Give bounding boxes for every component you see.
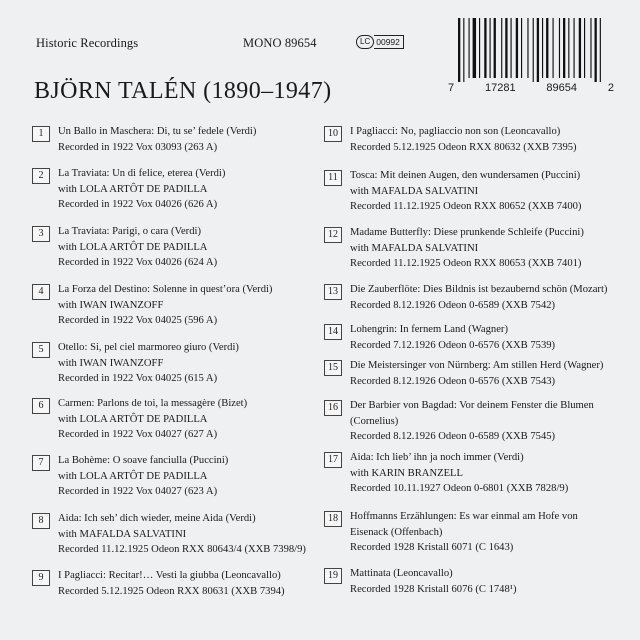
barcode-bar: [537, 18, 539, 82]
track-number: 12: [324, 227, 342, 243]
barcode-digit-group: 17281: [484, 82, 516, 94]
track-line: Recorded 8.12.1926 Odeon 0-6589 (XXB 7545): [350, 431, 556, 443]
barcode-bar: [527, 18, 528, 78]
barcode-bar: [533, 18, 534, 82]
track-number: 10: [324, 126, 342, 142]
label-code-number: 00992: [374, 35, 404, 49]
track-line: Recorded 8.12.1926 Odeon 0-6589 (XXB 7542): [350, 299, 556, 311]
track-line: with IWAN IWANZOFF: [58, 299, 164, 311]
track-item: [324, 566, 624, 597]
track-number: 8: [32, 513, 50, 529]
track-details: [58, 166, 225, 213]
track-details: [58, 511, 306, 558]
track-line: I Pagliacci: Recitar!… Vesti la giubba (Leoncavallo): [58, 570, 281, 581]
barcode-bar: [516, 18, 518, 78]
track-item: [324, 358, 624, 389]
track-line: Recorded in 1922 Vox 04025 (615 A): [58, 373, 218, 385]
track-item: [32, 568, 332, 599]
track-number: 13: [324, 284, 342, 300]
track-line: with KARIN BRANZELL: [350, 467, 463, 479]
barcode-bar: [490, 18, 491, 78]
track-item: [324, 322, 624, 353]
barcode-bar: [574, 18, 575, 78]
barcode-bar: [521, 18, 522, 78]
track-number: 16: [324, 400, 342, 416]
track-line: Recorded in 1922 Vox 04026 (626 A): [58, 199, 218, 211]
track-line: La Traviata: Parigi, o cara (Verdi): [58, 226, 201, 237]
track-details: [350, 509, 578, 556]
track-number: 1: [32, 126, 50, 142]
track-line: with MAFALDA SALVATINI: [58, 528, 187, 540]
track-details: [350, 124, 577, 155]
track-line: with LOLA ARTÔT DE PADILLA: [58, 470, 208, 482]
barcode-bar: [479, 18, 480, 78]
barcode-bar: [511, 18, 512, 78]
track-line: Recorded in 1922 Vox 04027 (623 A): [58, 486, 218, 498]
track-item: [324, 282, 624, 313]
barcode-bar: [563, 18, 565, 78]
track-line: Die Meistersinger von Nürnberg: Am stillen Herd (Wagner): [350, 360, 604, 371]
track-number: 19: [324, 568, 342, 584]
track-line: Aida: Ich lieb’ ihn ja noch immer (Verdi): [350, 452, 524, 463]
track-line: Otello: Si, pel ciel marmoreo giuro (Verdi): [58, 342, 239, 353]
barcode-bar: [458, 18, 460, 82]
track-line: Recorded 11.12.1925 Odeon RXX 80652 (XXB 7400): [350, 201, 582, 213]
track-number: 6: [32, 398, 50, 414]
barcode-digit-group: 7: [448, 82, 455, 94]
barcode-digit-group: 89654: [546, 82, 577, 94]
track-item: [324, 168, 624, 215]
barcode-bar: [553, 18, 554, 78]
track-number: 4: [32, 284, 50, 300]
track-line: Aida: Ich seh’ dich wieder, meine Aida (Verdi): [58, 513, 256, 524]
track-details: [58, 282, 272, 329]
barcode-bar: [542, 18, 543, 78]
track-details: [58, 453, 228, 500]
barcode-bar: [494, 18, 496, 78]
track-line: I Pagliacci: No, pagliaccio non son (Leoncavallo): [350, 126, 561, 137]
track-line: Mattinata (Leoncavallo): [350, 568, 453, 579]
track-line: Carmen: Parlons de toi, la messagère (Bizet): [58, 398, 248, 409]
track-item: [324, 398, 624, 445]
track-item: [324, 225, 624, 272]
track-line: Recorded in 1922 Vox 04027 (627 A): [58, 429, 218, 441]
barcode-bar: [600, 18, 601, 82]
track-item: [32, 282, 332, 329]
track-line: Recorded 7.12.1926 Odeon 0-6576 (XXB 7539): [350, 339, 556, 351]
barcode-image: [456, 18, 604, 82]
track-item: [32, 224, 332, 271]
barcode-bar: [505, 18, 507, 78]
track-number: 11: [324, 170, 342, 186]
track-line: with MAFALDA SALVATINI: [350, 185, 479, 197]
track-line: Der Barbier von Bagdad: Vor deinem Fenster die Blumen: [350, 400, 594, 411]
track-line: with LOLA ARTÔT DE PADILLA: [58, 413, 208, 425]
track-number: 3: [32, 226, 50, 242]
barcode-bar: [546, 18, 548, 78]
track-line: La Traviata: Un di felice, eterea (Verdi): [58, 168, 226, 179]
track-line: (Cornelius): [350, 415, 399, 427]
track-details: [350, 398, 594, 445]
track-details: [350, 322, 555, 353]
track-details: [350, 225, 584, 272]
track-line: Madame Butterfly: Diese prunkende Schleife (Puccini): [350, 227, 584, 238]
track-line: Recorded 8.12.1926 Odeon 0-6576 (XXB 7543): [350, 375, 556, 387]
track-line: Hoffmanns Erzählungen: Es war einmal am Hofe von: [350, 511, 578, 522]
track-line: Lohengrin: In fernem Land (Wagner): [350, 324, 508, 335]
barcode-bar: [590, 18, 591, 78]
track-line: Recorded in 1922 Vox 03093 (263 A): [58, 141, 218, 153]
track-line: Recorded in 1922 Vox 04025 (596 A): [58, 315, 218, 327]
track-line: La Forza del Destino: Solenne in quest’ora (Verdi): [58, 284, 273, 295]
track-line: with MAFALDA SALVATINI: [350, 242, 479, 254]
track-number: 18: [324, 511, 342, 527]
page-title: BJÖRN TALÉN (1890–1947): [34, 78, 332, 104]
barcode-bar: [579, 18, 581, 78]
track-item: [32, 511, 332, 558]
series-label: Historic Recordings: [36, 36, 139, 50]
track-line: Recorded 5.12.1925 Odeon RXX 80631 (XXB 7394): [58, 585, 285, 597]
track-item: [324, 450, 624, 497]
track-details: [350, 358, 603, 389]
track-line: Recorded 11.12.1925 Odeon RXX 80643/4 (XXB 7398/9): [58, 544, 306, 556]
track-number: 7: [32, 455, 50, 471]
catalog-number: MONO 89654: [243, 36, 317, 50]
barcode-digit-group: 2: [607, 82, 614, 94]
track-details: [350, 168, 581, 215]
track-line: Recorded in 1922 Vox 04026 (624 A): [58, 257, 218, 269]
barcode-bar: [463, 18, 464, 82]
track-line: with LOLA ARTÔT DE PADILLA: [58, 183, 208, 195]
barcode-bar: [559, 18, 560, 78]
barcode-bar: [473, 18, 476, 78]
track-item: [32, 396, 332, 443]
track-line: Eisenack (Offenbach): [350, 526, 443, 538]
track-details: [350, 450, 568, 497]
barcode-bar: [501, 18, 502, 78]
track-line: Un Ballo in Maschera: Di, tu se’ fedele (Verdi): [58, 126, 257, 137]
track-line: Recorded 10.11.1927 Odeon 0-6801 (XXB 7828/9): [350, 483, 569, 495]
track-number: 14: [324, 324, 342, 340]
barcode-bar: [484, 18, 486, 78]
label-code-logo: [356, 35, 404, 49]
track-line: Recorded 1928 Kristall 6071 (C 1643): [350, 542, 514, 554]
track-details: [58, 224, 217, 271]
track-details: [350, 282, 607, 313]
track-line: Recorded 1928 Kristall 6076 (C 1748¹): [350, 583, 517, 595]
label-code-prefix: LC: [356, 35, 374, 49]
barcode-bar: [584, 18, 585, 78]
track-line: Tosca: Mit deinen Augen, den wundersamen (Puccini): [350, 170, 581, 181]
track-details: [350, 566, 516, 597]
track-line: with LOLA ARTÔT DE PADILLA: [58, 241, 208, 253]
track-line: Die Zauberflöte: Dies Bildnis ist bezaubernd schön (Mozart): [350, 284, 608, 295]
track-item: [32, 340, 332, 387]
track-number: 5: [32, 342, 50, 358]
track-line: La Bohème: O soave fanciulla (Puccini): [58, 455, 229, 466]
track-details: [58, 568, 285, 599]
track-number: 2: [32, 168, 50, 184]
track-item: [32, 453, 332, 500]
track-item: [324, 509, 624, 556]
barcode-bar: [568, 18, 569, 78]
track-item: [324, 124, 624, 155]
track-line: with IWAN IWANZOFF: [58, 357, 164, 369]
track-number: 15: [324, 360, 342, 376]
barcode-bar: [469, 18, 470, 78]
track-number: 9: [32, 570, 50, 586]
track-details: [58, 124, 256, 155]
track-line: Recorded 5.12.1925 Odeon RXX 80632 (XXB 7395): [350, 141, 577, 153]
track-number: 17: [324, 452, 342, 468]
track-line: Recorded 11.12.1925 Odeon RXX 80653 (XXB 7401): [350, 258, 582, 270]
track-details: [58, 396, 247, 443]
track-details: [58, 340, 239, 387]
barcode-bar: [595, 18, 597, 82]
barcode-digits: [448, 82, 614, 94]
track-item: [32, 166, 332, 213]
track-item: [32, 124, 332, 155]
